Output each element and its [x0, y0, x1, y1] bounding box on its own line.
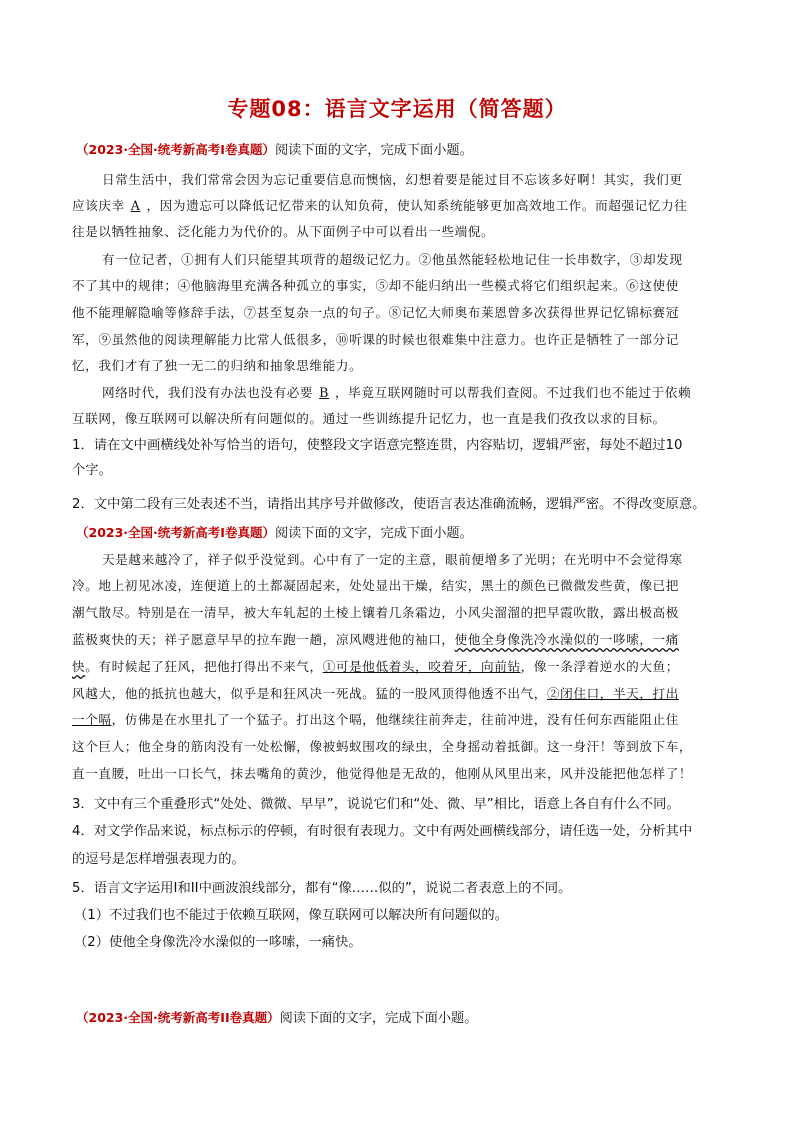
blank-a: A: [130, 198, 141, 213]
question-4: 4．对文学作品来说，标点标示的停顿，有时很有表现力。文中有两处画横线部分，请任选一处，分析其中: [72, 824, 693, 839]
question-5-item-2: （2）使他全身像洗冷水澡似的一哆嗦，一痛快。: [74, 935, 362, 950]
passage2-line: [72, 658, 679, 676]
passage2-line: [72, 711, 679, 729]
passage1-line: [102, 384, 691, 402]
passage1-text: 网络时代，我们没有办法也没有必要: [102, 385, 314, 400]
passage2-line: [72, 631, 679, 649]
section1-instruction: 阅读下面的文字，完成下面小题。: [274, 143, 473, 158]
passage1-line: 他不能理解隐喻等修辞手法，⑦甚至复杂一点的句子。⑧记忆大师奥布莱恩曾多次获得世界记忆锦标赛冠: [72, 305, 679, 320]
passage1-line: 不了其中的规律；④他脑海里充满各种孤立的事实，⑤却不能归纳出一些模式将它们组织起来。⑥这使使: [72, 278, 679, 293]
passage1-line: 互联网，像互联网可以解决所有问题似的。通过一些训练提升记忆力，也一直是我们孜孜以求的目标。: [72, 411, 666, 426]
section2-source: （2023·全国·统考新高考I卷真题）: [76, 525, 275, 540]
wavy-underline-phrase: 使他全身像洗冷水澡似的一哆嗦，一痛: [454, 632, 679, 647]
passage2-text: ，像一条浮着逆水的大鱼；: [520, 659, 679, 674]
question-4-cont: 的逗号是怎样增强表现力的。: [72, 852, 245, 867]
passage1-text: ，因为遗忘可以降低记忆带来的认知负荷，使认知系统能够更加高效地工作。而超强记忆力往: [146, 198, 688, 213]
passage2-text: ，仿佛是在水里扎了一个猛子。打出这个嗝，他继续往前奔走，往前冲进，没有任何东西能阻止住: [111, 712, 679, 727]
passage2-line: 潮气散尽。特别是在一清早，被大车轧起的土棱上镶着几条霜边，小风尖溜溜的把早霞吹散，露出极高极: [72, 605, 679, 620]
passage2-text: 风越大，他的抵抗也越大，似乎是和狂风决一死战。猛的一股风顶得他透不出气，: [72, 686, 547, 701]
blank-b: B: [319, 385, 329, 400]
section3-header: [76, 1009, 477, 1028]
section2-instruction: 阅读下面的文字，完成下面小题。: [274, 526, 473, 541]
question-5: 5．语言文字运用I和II中画波浪线部分，都有“像……似的”，说说二者表意上的不同。: [72, 881, 572, 896]
passage1-text: ，毕竟互联网随时可以帮我们查阅。不过我们也不能过于依赖: [334, 385, 692, 400]
question-1-cont: 个字。: [72, 463, 112, 478]
section2-header: [76, 524, 473, 543]
question-3: 3．文中有三个重叠形式“处处、微微、早早”，说说它们和“处、微、早”相比，语意上各自有什么不同。: [72, 797, 680, 812]
underlined-phrase-2: 一个嗝: [72, 712, 112, 727]
underlined-phrase-1: ①可是他低着头，咬着牙，向前钻: [322, 659, 521, 674]
section1-header: [76, 141, 473, 160]
passage2-line: 直一直腰，吐出一口长气，抹去嘴角的黄沙，他觉得他是无敌的，他刚从风里出来，风并没能把他怎样了！: [72, 766, 693, 781]
passage2-text: 。有时候起了狂风，把他打得出不来气，: [85, 659, 323, 674]
passage2-line: [72, 685, 679, 703]
passage1-text: 应该庆幸: [72, 198, 125, 213]
question-1: 1．请在文中画横线处补写恰当的语句，使整段文字语意完整连贯，内容贴切，逻辑严密，每处不超过10: [72, 438, 683, 453]
section3-source: （2023·全国·统考新高考II卷真题）: [76, 1010, 280, 1025]
passage2-line: 冷。地上初见冰凌，连便道上的土都凝固起来，处处显出干燥，结实，黑土的颜色已微微发些黄，像已把: [72, 578, 679, 593]
passage1-line: 日常生活中，我们常常会因为忘记重要信息而懊恼，幻想着要是能过目不忘该多好啊！其实，我们更: [102, 172, 683, 187]
passage1-line: 往是以牺牲抽象、泛化能力为代价的。从下面例子中可以看出一些端倪。: [72, 224, 495, 239]
passage1-line: 忆，我们才有了独一无二的归纳和抽象思维能力。: [72, 358, 363, 373]
section3-instruction: 阅读下面的文字，完成下面小题。: [279, 1011, 478, 1026]
section1-source: （2023·全国·统考新高考I卷真题）: [76, 142, 275, 157]
passage2-text: 蓝极爽快的天；祥子愿意早早的拉车跑一趟，凉风飕进他的袖口，: [72, 632, 455, 647]
passage2-line: 这个巨人；他全身的筋肉没有一处松懈，像被蚂蚁围攻的绿虫，全身摇动着抵御。这一身汗！等到放下车，: [72, 739, 693, 754]
passage1-line: [72, 197, 687, 215]
passage2-line: 天是越来越冷了，祥子似乎没觉到。心中有了一定的主意，眼前便增多了光明；在光明中不会觉得寒: [102, 552, 683, 567]
page-title: 专题08：语言文字运用（简答题）: [227, 97, 567, 121]
question-5-item-1: （1）不过我们也不能过于依赖互联网，像互联网可以解决所有问题似的。: [74, 908, 508, 923]
passage1-line: 有一位记者，①拥有人们只能望其项背的超级记忆力。②他虽然能轻松地记住一长串数字，③却发现: [102, 252, 683, 267]
wavy-underline-phrase: 快: [72, 659, 86, 674]
question-2: 2．文中第二段有三处表述不当，请指出其序号并做修改，使语言表达准确流畅，逻辑严密。不得改变原意。: [72, 497, 706, 512]
underlined-phrase-2: ②闭住口，半天，打出: [546, 686, 679, 701]
passage1-line: 军，⑨虽然他的阅读理解能力比常人低很多，⑩听课的时候也很难集中注意力。也许正是牺牲了一部分记: [72, 332, 679, 347]
